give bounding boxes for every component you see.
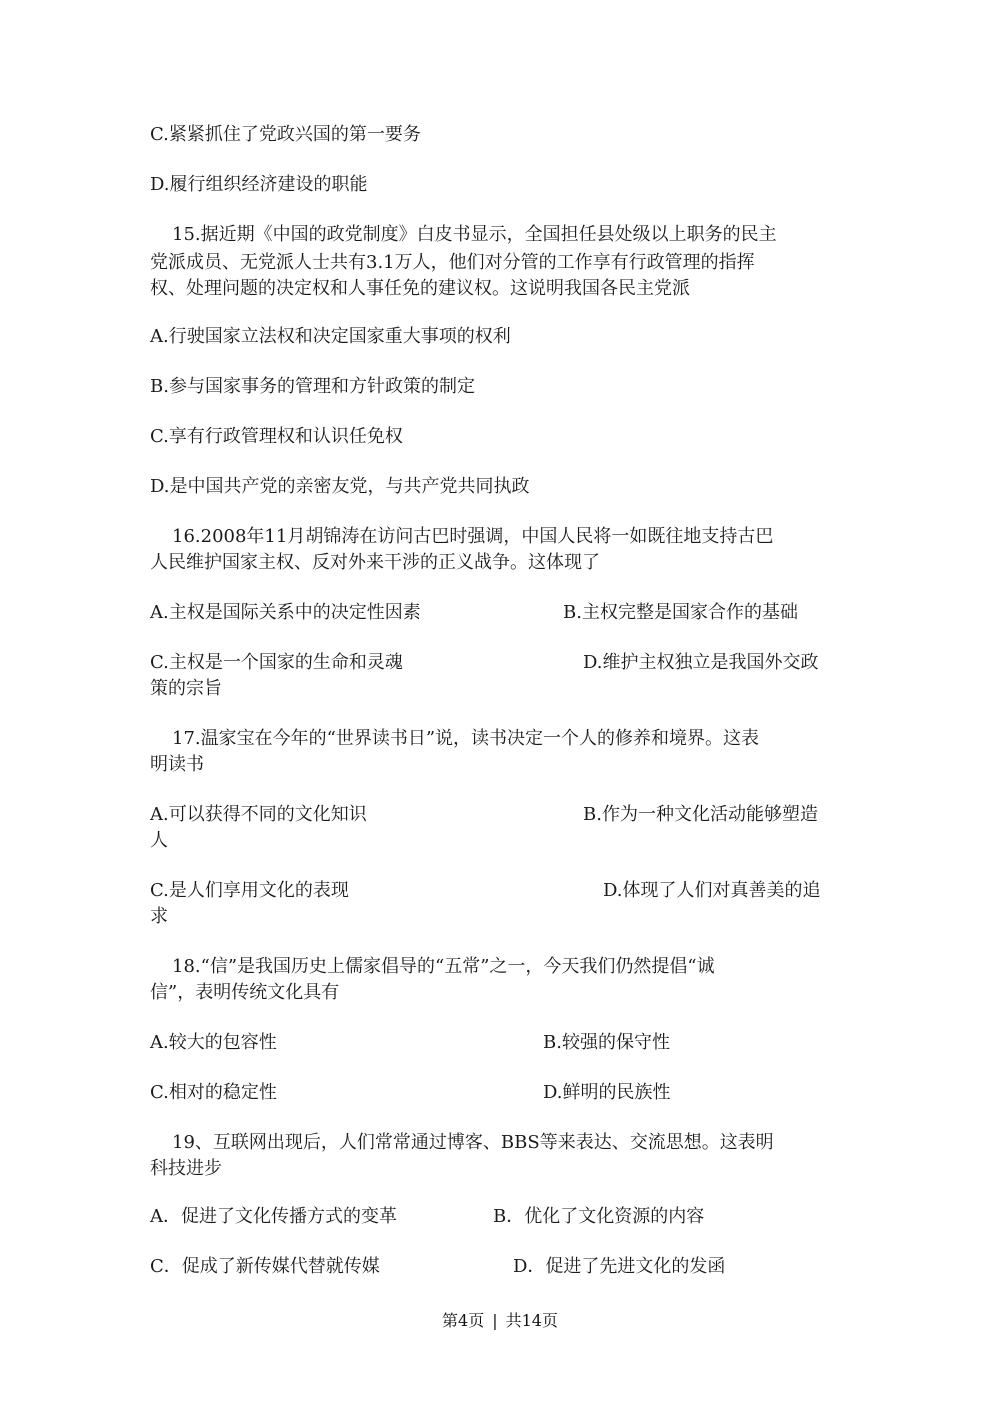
q19-option-c: C．促成了新传媒代替就传媒 (150, 1256, 380, 1277)
q19-stem-line-2: 科技进步 (150, 1158, 222, 1179)
q17-option-b-line-2: 人 (150, 830, 168, 851)
q16-option-a: A.主权是国际关系中的决定性因素 (150, 602, 421, 623)
q19-option-b: B．优化了文化资源的内容 (493, 1206, 705, 1227)
q15-stem-line-3: 权、处理问题的决定权和人事任免的建议权。这说明我国各民主党派 (150, 278, 690, 299)
q18-stem-line-2: 信”，表明传统文化具有 (150, 982, 340, 1003)
q15-option-a: A.行驶国家立法权和决定国家重大事项的权利 (150, 326, 511, 347)
q19-option-d: D．促进了先进文化的发函 (513, 1256, 726, 1277)
q15-stem-line-2: 党派成员、无党派人士共有3.1万人，他们对分管的工作享有行政管理的指挥 (150, 252, 755, 273)
page-number: 第4页 (442, 1311, 485, 1330)
q15-option-d: D.是中国共产党的亲密友党，与共产党共同执政 (150, 476, 530, 497)
q16-stem-line-2: 人民维护国家主权、反对外来干涉的正义战争。这体现了 (150, 552, 600, 573)
q19-option-a: A．促进了文化传播方式的变革 (150, 1206, 397, 1227)
q18-option-a: A.较大的包容性 (150, 1032, 277, 1053)
q18-stem-line-1: 18.“信”是我国历史上儒家倡导的“五常”之一，今天我们仍然提倡“诚 (172, 956, 715, 977)
q17-option-d-line-1: D.体现了人们对真善美的追 (603, 880, 821, 901)
q15-option-c: C.享有行政管理权和认识任免权 (150, 426, 403, 447)
q17-option-b-line-1: B.作为一种文化活动能够塑造 (583, 804, 818, 825)
q18-option-d: D.鲜明的民族性 (543, 1082, 671, 1103)
q16-option-b: B.主权完整是国家合作的基础 (563, 602, 798, 623)
q16-stem-line-1: 16.2008年11月胡锦涛在访问古巴时强调，中国人民将一如既往地支持古巴 (172, 526, 774, 547)
q18-option-b: B.较强的保守性 (543, 1032, 670, 1053)
q17-option-d-line-2: 求 (150, 906, 168, 927)
q18-option-c: C.相对的稳定性 (150, 1082, 277, 1103)
q14-option-d: D.履行组织经济建设的职能 (150, 174, 368, 195)
page-total: 共14页 (505, 1311, 558, 1330)
q15-stem-line-1: 15.据近期《中国的政党制度》白皮书显示，全国担任县处级以上职务的民主 (172, 224, 777, 245)
footer-separator: | (492, 1311, 498, 1330)
q16-option-d-line-1: D.维护主权独立是我国外交政 (583, 652, 819, 673)
q14-option-c: C.紧紧抓住了党政兴国的第一要务 (150, 124, 421, 145)
q16-option-d-line-2: 策的宗旨 (150, 678, 222, 699)
q16-option-c: C.主权是一个国家的生命和灵魂 (150, 652, 403, 673)
q15-option-b: B.参与国家事务的管理和方针政策的制定 (150, 376, 475, 397)
q19-stem-line-1: 19、互联网出现后，人们常常通过博客、BBS等来表达、交流思想。这表明 (172, 1132, 774, 1153)
page-footer (0, 1308, 1000, 1331)
q17-stem-line-2: 明读书 (150, 754, 204, 775)
q17-option-a: A.可以获得不同的文化知识 (150, 804, 367, 825)
q17-stem-line-1: 17.温家宝在今年的“世界读书日”说，读书决定一个人的修养和境界。这表 (172, 728, 760, 749)
q17-option-c: C.是人们享用文化的表现 (150, 880, 349, 901)
